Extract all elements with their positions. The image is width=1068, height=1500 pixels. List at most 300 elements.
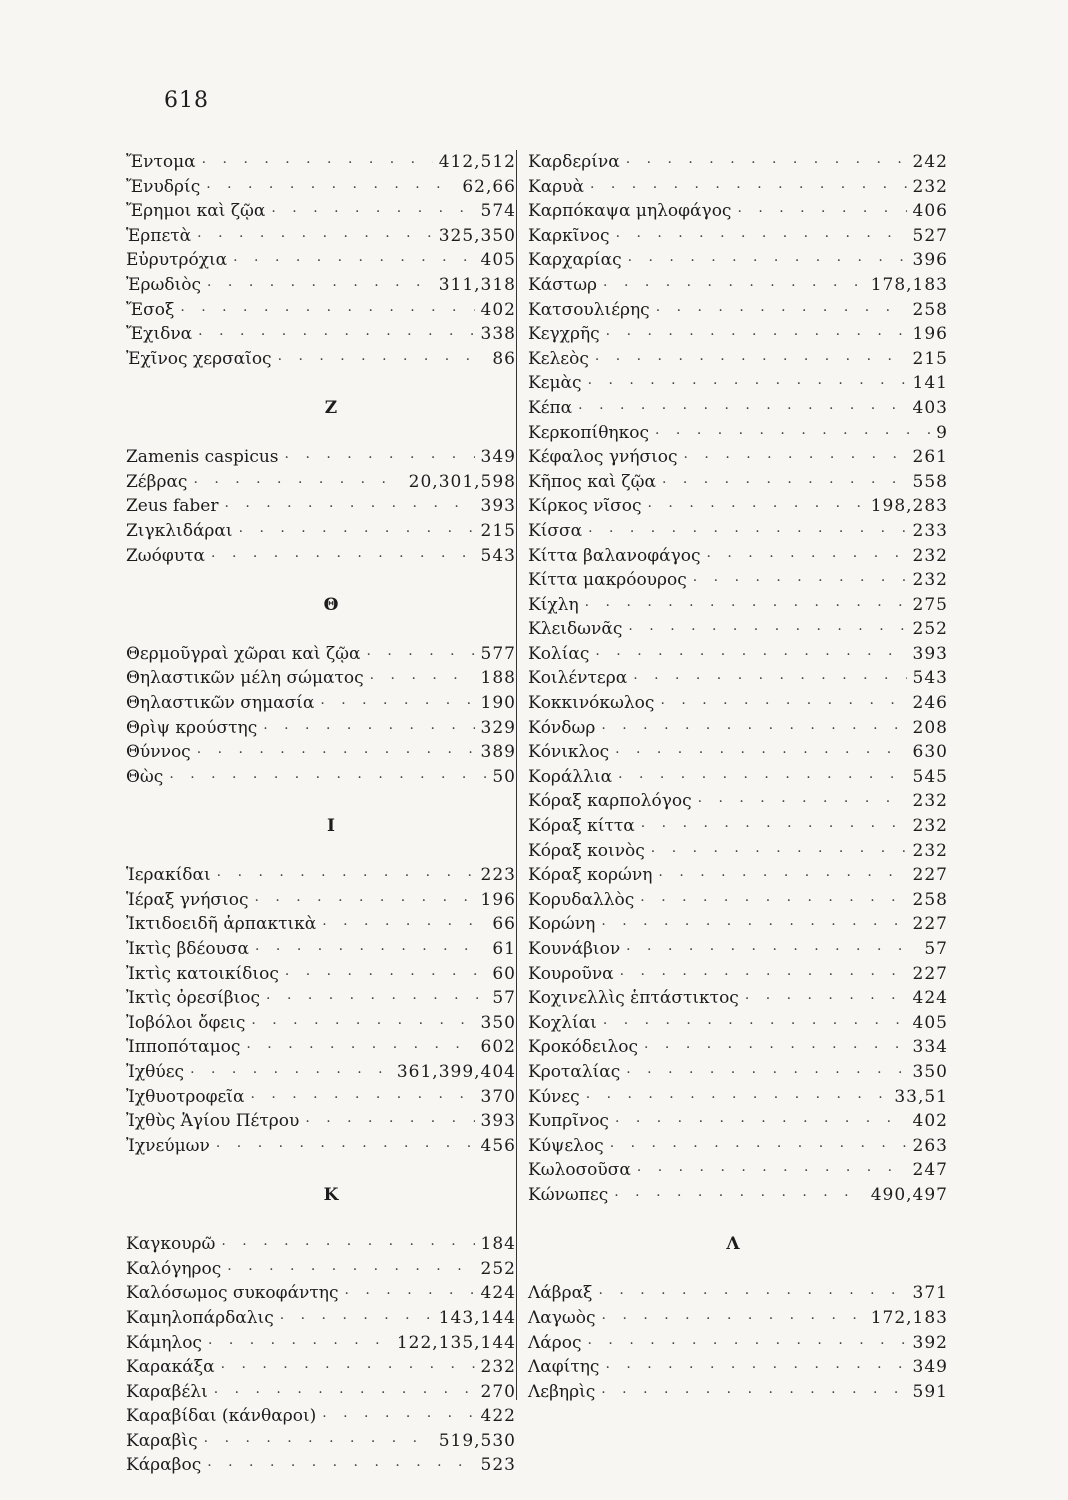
index-entry (126, 1134, 516, 1159)
entry-term: Καρπόκαψα μηλοφάγος (528, 201, 732, 222)
entry-page-numbers: 591 (912, 1381, 948, 1402)
entry-page-numbers: 349 (480, 447, 516, 468)
dot-leader (370, 667, 475, 692)
index-entry (528, 421, 948, 446)
index-entry (528, 544, 948, 569)
entry-term: Κορυδαλλὸς (528, 889, 635, 910)
entry-page-numbers: 361,399,404 (396, 1061, 516, 1082)
dot-leader (662, 471, 907, 496)
index-column-right (528, 150, 948, 1404)
dot-leader (221, 1356, 475, 1381)
index-entry (528, 248, 948, 273)
entry-page-numbers: 246 (912, 693, 948, 714)
index-entry (528, 1355, 948, 1380)
dot-leader (684, 446, 907, 471)
column-divider (516, 150, 517, 1400)
dot-leader (590, 176, 907, 201)
entry-term: Κόραξ κορώνη (528, 865, 653, 886)
dot-leader (648, 495, 865, 520)
dot-leader (208, 1332, 391, 1357)
entry-term: Εὐρυτρόχια (126, 250, 228, 271)
entry-term: Κώνωπες (528, 1184, 609, 1205)
entry-page-numbers: 57 (492, 988, 516, 1009)
dot-leader (601, 1381, 906, 1406)
entry-term: Κύψελος (528, 1135, 604, 1156)
dot-leader (320, 692, 474, 717)
index-entry (126, 519, 516, 544)
entry-term: Ἰκτὶς βδέουσα (126, 939, 250, 959)
entry-page-numbers: 325,350 (438, 225, 516, 246)
entry-term: Καρδερίνα (528, 152, 620, 172)
index-entry (126, 347, 516, 372)
entry-page-numbers: 422 (480, 1406, 516, 1427)
dot-leader (211, 545, 475, 570)
entry-term: Ζιγκλιδάραι (126, 520, 233, 541)
entry-term: Κερκοπίθηκος (528, 422, 650, 443)
dot-leader (169, 766, 486, 791)
index-entry (528, 666, 948, 691)
index-entry (126, 1109, 516, 1134)
index-entry (528, 1134, 948, 1159)
index-entry (528, 396, 948, 421)
index-entry (126, 150, 516, 175)
entry-page-numbers: 242 (912, 152, 948, 172)
dot-leader (595, 643, 906, 668)
entry-term: Κόραξ κοινὸς (528, 840, 645, 861)
dot-leader (322, 1405, 474, 1430)
entry-page-numbers: 143,144 (438, 1307, 516, 1328)
entry-term: Λάβραξ (528, 1283, 593, 1304)
index-entry (126, 1257, 516, 1282)
entry-page-numbers: 412,512 (438, 152, 516, 172)
entry-page-numbers: 543 (480, 545, 516, 566)
entry-page-numbers: 252 (480, 1258, 516, 1279)
entry-term: Κέπα (528, 397, 573, 418)
index-entry (126, 1232, 516, 1257)
index-entry (528, 1380, 948, 1405)
section-spacer (126, 789, 516, 814)
entry-page-numbers: 405 (912, 1012, 948, 1033)
index-entry (528, 617, 948, 642)
entry-term: Ἰχθυοτροφεῖα (126, 1086, 245, 1107)
index-entry (528, 1331, 948, 1356)
entry-term: Θύννος (126, 742, 191, 763)
dot-leader (202, 151, 433, 176)
entry-term: Κόνδωρ (528, 717, 596, 738)
dot-leader (207, 274, 433, 299)
entry-page-numbers: 602 (480, 1037, 516, 1058)
dot-leader (626, 1061, 906, 1086)
entry-term: Κουνάβιον (528, 939, 621, 959)
entry-page-numbers: 227 (912, 865, 948, 886)
entry-term: Ἰοβόλοι ὄφεις (126, 1012, 246, 1033)
index-entry (528, 937, 948, 962)
index-entry (528, 175, 948, 200)
index-entry (126, 962, 516, 987)
dot-leader (614, 1184, 864, 1209)
dot-leader (221, 1233, 474, 1258)
entry-term: Κάραβος (126, 1455, 202, 1476)
dot-leader (601, 717, 906, 742)
dot-leader (656, 299, 907, 324)
entry-page-numbers: 558 (912, 471, 948, 492)
index-entry (126, 224, 516, 249)
entry-term: Κοχινελλὶς ἑπτάστικτος (528, 988, 739, 1009)
dot-leader (606, 323, 907, 348)
index-entry (126, 1355, 516, 1380)
entry-page-numbers: 393 (480, 496, 516, 517)
entry-term: Ἐχῖνος χερσαῖος (126, 348, 272, 369)
entry-term: Λαγωὸς (528, 1307, 596, 1328)
entry-page-numbers: 252 (912, 619, 948, 640)
entry-page-numbers: 527 (912, 225, 948, 246)
entry-page-numbers: 190 (480, 693, 516, 714)
entry-page-numbers: 258 (912, 299, 948, 320)
index-entry (126, 1281, 516, 1306)
entry-term: Λεβηρὶς (528, 1381, 596, 1402)
entry-term: Ζωόφυτα (126, 545, 206, 566)
entry-page-numbers: 232 (912, 176, 948, 197)
entry-term: Κλειδωνᾶς (528, 619, 623, 640)
section-spacer (126, 1208, 516, 1233)
index-entry (126, 1331, 516, 1356)
dot-leader (628, 249, 907, 274)
index-entry (528, 470, 948, 495)
dot-leader (214, 1381, 475, 1406)
entry-page-numbers: 577 (480, 643, 516, 664)
entry-page-numbers: 371 (912, 1283, 948, 1304)
dot-leader (588, 1332, 907, 1357)
entry-term: Ἰχθὺς Ἁγίου Πέτρου (126, 1111, 300, 1132)
entry-page-numbers: 402 (480, 299, 516, 320)
entry-page-numbers: 141 (912, 373, 948, 394)
entry-term: Ἔντομα (126, 152, 196, 172)
entry-page-numbers: 57 (924, 939, 948, 959)
index-entry (528, 371, 948, 396)
entry-term: Κουροῦνα (528, 963, 614, 984)
entry-term: Καλόγηρος (126, 1258, 222, 1279)
entry-term: Κίχλη (528, 594, 579, 615)
entry-page-numbers: 545 (912, 766, 948, 787)
entry-page-numbers: 456 (480, 1135, 516, 1156)
entry-page-numbers: 334 (912, 1037, 948, 1058)
dot-leader (615, 741, 906, 766)
index-entry (528, 740, 948, 765)
index-entry (126, 716, 516, 741)
dot-leader (626, 938, 918, 963)
entry-term: Κάμηλος (126, 1332, 202, 1353)
index-entry (528, 716, 948, 741)
index-entry (528, 642, 948, 667)
entry-page-numbers: 275 (912, 594, 948, 615)
dot-leader (598, 1282, 906, 1307)
entry-page-numbers: 406 (912, 201, 948, 222)
dot-leader (263, 717, 474, 742)
entry-page-numbers: 519,530 (438, 1430, 516, 1451)
index-entry (528, 593, 948, 618)
index-entry (126, 1085, 516, 1110)
dot-leader (367, 643, 475, 668)
entry-term: Λαφίτης (528, 1357, 600, 1378)
entry-page-numbers: 62,66 (462, 176, 516, 197)
index-entry (528, 322, 948, 347)
index-entry (126, 445, 516, 470)
dot-leader (255, 938, 486, 963)
entry-page-numbers: 349 (912, 1357, 948, 1378)
dot-leader (250, 1086, 474, 1111)
index-entry (528, 1109, 948, 1134)
dot-leader (266, 987, 486, 1012)
entry-term: Θηλαστικῶν σημασία (126, 693, 315, 714)
entry-page-numbers: 393 (912, 643, 948, 664)
dot-leader (204, 1430, 433, 1455)
dot-leader (197, 741, 475, 766)
entry-term: Καραβίδαι (κάνθαροι) (126, 1406, 317, 1427)
entry-page-numbers: 261 (912, 447, 948, 468)
dot-leader (585, 594, 907, 619)
entry-page-numbers: 232 (480, 1357, 516, 1378)
entry-term: Θρὶψ κρούστης (126, 717, 258, 738)
index-entry (528, 1281, 948, 1306)
dot-leader (233, 249, 474, 274)
dot-leader (655, 422, 930, 447)
entry-page-numbers: 178,183 (870, 274, 948, 295)
dot-leader (345, 1282, 475, 1307)
dot-leader (305, 1110, 474, 1135)
entry-term: Κεμὰς (528, 373, 582, 394)
entry-term: Κυπρῖνος (528, 1111, 609, 1132)
entry-term: Κοκκινόκωλος (528, 693, 655, 714)
entry-term: Ἱέραξ γνήσιος (126, 889, 249, 910)
index-entry (126, 175, 516, 200)
index-entry (126, 642, 516, 667)
section-spacer (126, 617, 516, 642)
index-entry (126, 1453, 516, 1478)
dot-leader (216, 1135, 475, 1160)
dot-leader (693, 569, 907, 594)
dot-leader (246, 1036, 474, 1061)
entry-page-numbers: 232 (912, 570, 948, 591)
entry-term: Ἰχνεύμων (126, 1135, 210, 1156)
dot-leader (271, 200, 474, 225)
dot-leader (254, 889, 474, 914)
section-spacer (528, 1208, 948, 1233)
entry-page-numbers: 227 (912, 963, 948, 984)
entry-page-numbers: 86 (492, 348, 516, 369)
dot-leader (588, 372, 907, 397)
index-entry (528, 888, 948, 913)
dot-leader (660, 692, 906, 717)
index-entry (126, 248, 516, 273)
index-entry (126, 1380, 516, 1405)
entry-page-numbers: 396 (912, 250, 948, 271)
entry-term: Ἰχθύες (126, 1061, 185, 1082)
entry-page-numbers: 311,318 (438, 274, 516, 295)
entry-term: Ἔνυδρίς (126, 176, 201, 197)
section-letter-heading: Θ (323, 594, 339, 615)
index-entry (126, 863, 516, 888)
entry-page-numbers: 543 (912, 668, 948, 689)
index-entry (126, 1011, 516, 1036)
index-entry (126, 912, 516, 937)
entry-term: Θηλαστικῶν μέλη σώματος (126, 668, 364, 689)
entry-term: Ἰκτιδοειδῆ ἁρπακτικὰ (126, 914, 317, 935)
dot-leader (586, 1086, 889, 1111)
entry-page-numbers: 20,301,598 (408, 471, 516, 492)
entry-term: Zeus faber (126, 496, 219, 517)
entry-term: Κατσουλιέρης (528, 299, 650, 320)
entry-page-numbers: 338 (480, 324, 516, 345)
section-letter-heading: Ι (327, 816, 335, 837)
index-entry (528, 273, 948, 298)
entry-term: Καμηλοπάρδαλις (126, 1307, 274, 1328)
entry-page-numbers: 389 (480, 742, 516, 763)
dot-leader (603, 1012, 907, 1037)
entry-page-numbers: 9 (936, 422, 948, 443)
dot-leader (602, 1307, 865, 1332)
entry-page-numbers: 188 (480, 668, 516, 689)
index-entry (126, 740, 516, 765)
entry-term: Ζέβρας (126, 471, 188, 492)
entry-page-numbers: 630 (912, 742, 948, 763)
entry-term: Ἱπποπόταμος (126, 1037, 241, 1058)
section-spacer (126, 839, 516, 864)
entry-page-numbers: 232 (912, 545, 948, 566)
entry-term: Ἔχιδνα (126, 324, 193, 345)
index-entry (528, 765, 948, 790)
entry-page-numbers: 424 (912, 988, 948, 1009)
entry-term: Ἔρημοι καὶ ζῷα (126, 201, 266, 222)
index-entry (528, 839, 948, 864)
index-entry (126, 1035, 516, 1060)
dot-leader (206, 176, 456, 201)
section-letter-heading: Ζ (324, 397, 338, 418)
dot-leader (641, 815, 907, 840)
entry-term: Κόνικλος (528, 742, 610, 763)
index-entry (528, 1035, 948, 1060)
index-entry (528, 1060, 948, 1085)
entry-term: Καραβέλι (126, 1381, 208, 1402)
dot-leader (588, 520, 906, 545)
dot-leader (618, 766, 906, 791)
dot-leader (603, 274, 865, 299)
index-entry (126, 1404, 516, 1429)
dot-leader (227, 1258, 474, 1283)
dot-leader (616, 225, 907, 250)
dot-leader (637, 1159, 907, 1184)
section-spacer (126, 371, 516, 396)
dot-leader (278, 348, 487, 373)
entry-term: Κόραξ καρπολόγος (528, 791, 692, 812)
entry-page-numbers: 403 (912, 397, 948, 418)
index-entry (126, 1429, 516, 1454)
entry-term: Καλόσωμος συκοφάντης (126, 1283, 339, 1304)
index-entry (528, 568, 948, 593)
entry-term: Κολίας (528, 643, 590, 664)
entry-term: Κοράλλια (528, 766, 613, 787)
dot-leader (626, 151, 907, 176)
entry-page-numbers: 263 (912, 1135, 948, 1156)
index-entry (528, 445, 948, 470)
index-entry (528, 814, 948, 839)
dot-leader (601, 913, 906, 938)
entry-page-numbers: 523 (480, 1455, 516, 1476)
dot-leader (207, 1454, 474, 1479)
entry-term: Λάρος (528, 1332, 582, 1353)
entry-page-numbers: 215 (480, 520, 516, 541)
dot-leader (217, 864, 475, 889)
dot-leader (197, 225, 433, 250)
entry-term: Κίσσα (528, 520, 583, 541)
section-letter-heading: Κ (323, 1184, 339, 1205)
entry-page-numbers: 198,283 (870, 496, 948, 517)
entry-term: Καρυὰ (528, 176, 584, 197)
entry-term: Κορώνη (528, 914, 596, 935)
entry-term: Ἰκτὶς ὀρεσίβιος (126, 988, 261, 1009)
index-entry (126, 322, 516, 347)
dot-leader (633, 667, 906, 692)
entry-term: Κίττα βαλανοφάγος (528, 545, 701, 566)
index-entry (528, 1158, 948, 1183)
entry-term: Κέφαλος γνήσιος (528, 447, 678, 468)
dot-leader (628, 618, 906, 643)
index-entry (528, 789, 948, 814)
index-entry (528, 224, 948, 249)
entry-term: Κοιλέντερα (528, 668, 628, 689)
entry-page-numbers: 574 (480, 201, 516, 222)
entry-term: Κροκόδειλος (528, 1037, 639, 1058)
dot-leader (620, 963, 907, 988)
entry-page-numbers: 172,183 (870, 1307, 948, 1328)
dot-leader (578, 397, 906, 422)
entry-page-numbers: 66 (492, 914, 516, 935)
entry-page-numbers: 60 (492, 963, 516, 984)
dot-leader (651, 840, 907, 865)
index-column-left (126, 150, 516, 1478)
entry-page-numbers: 424 (480, 1283, 516, 1304)
index-entry (126, 666, 516, 691)
dot-leader (640, 889, 906, 914)
entry-page-numbers: 490,497 (870, 1184, 948, 1205)
entry-page-numbers: 184 (480, 1234, 516, 1255)
entry-page-numbers: 33,51 (894, 1086, 948, 1107)
entry-term: Ἱερακίδαι (126, 865, 211, 886)
page-number: 618 (164, 88, 209, 113)
index-entry (126, 691, 516, 716)
index-entry (528, 986, 948, 1011)
index-entry (126, 494, 516, 519)
entry-page-numbers: 270 (480, 1381, 516, 1402)
entry-page-numbers: 232 (912, 840, 948, 861)
entry-page-numbers: 393 (480, 1111, 516, 1132)
index-entry (528, 962, 948, 987)
entry-term: Κόραξ κίττα (528, 816, 635, 837)
dot-leader (190, 1061, 391, 1086)
entry-page-numbers: 247 (912, 1160, 948, 1181)
index-entry (126, 199, 516, 224)
dot-leader (644, 1036, 907, 1061)
dot-leader (224, 495, 474, 520)
dot-leader (745, 987, 907, 1012)
index-entry (528, 1011, 948, 1036)
index-entry (528, 1085, 948, 1110)
dot-leader (610, 1135, 907, 1160)
index-entry (126, 937, 516, 962)
index-entry (528, 347, 948, 372)
index-entry (126, 986, 516, 1011)
dot-leader (322, 913, 486, 938)
index-entry (528, 691, 948, 716)
